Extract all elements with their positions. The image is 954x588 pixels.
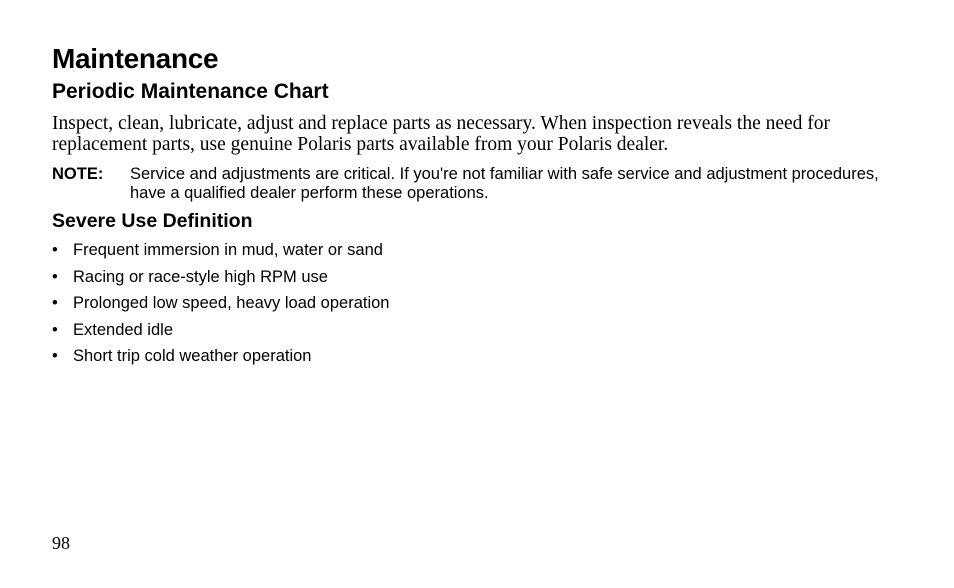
list-item-text: Extended idle bbox=[73, 320, 173, 339]
section-title: Periodic Maintenance Chart bbox=[52, 80, 329, 103]
bullet-icon: • bbox=[52, 267, 58, 286]
list-item bbox=[52, 346, 389, 373]
list-item bbox=[52, 240, 389, 267]
severe-use-list bbox=[52, 240, 389, 373]
page-title: Maintenance bbox=[52, 43, 219, 74]
bullet-icon: • bbox=[52, 320, 58, 339]
note-text: Service and adjustments are critical. If you're not familiar with safe service and adjustment procedures, have a qualified dealer perform these operations. bbox=[130, 165, 879, 202]
note-label: NOTE: bbox=[52, 165, 104, 183]
bullet-icon: • bbox=[52, 294, 58, 313]
list-item bbox=[52, 293, 389, 320]
note-block bbox=[52, 165, 892, 203]
list-item bbox=[52, 320, 389, 347]
bullet-icon: • bbox=[52, 347, 58, 366]
list-item-text: Prolonged low speed, heavy load operation bbox=[73, 294, 390, 313]
list-item bbox=[52, 267, 389, 294]
intro-paragraph: Inspect, clean, lubricate, adjust and replace parts as necessary. When inspection reveals the need for replacement parts, use genuine Polaris parts available from your Polaris dealer. bbox=[52, 113, 831, 155]
list-item-text: Frequent immersion in mud, water or sand bbox=[73, 241, 383, 259]
bullet-icon: • bbox=[52, 241, 58, 259]
page-number: 98 bbox=[52, 533, 70, 553]
list-item-text: Short trip cold weather operation bbox=[73, 347, 312, 366]
list-item-text: Racing or race-style high RPM use bbox=[73, 267, 328, 286]
severe-use-title: Severe Use Definition bbox=[52, 210, 253, 232]
